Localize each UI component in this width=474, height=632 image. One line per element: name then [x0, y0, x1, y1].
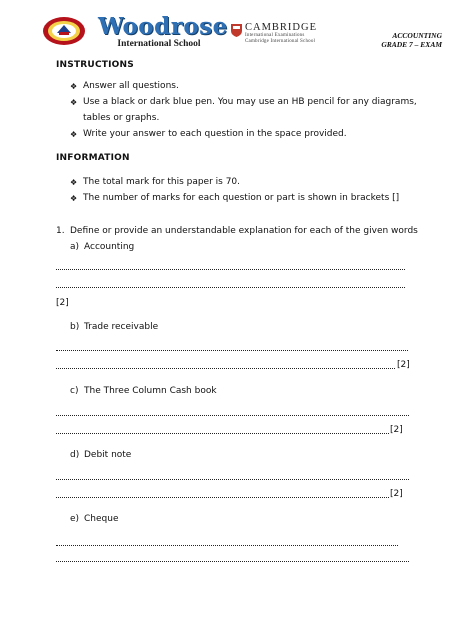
bullet-diamond-icon: ❖	[70, 98, 78, 107]
answer-line[interactable]	[56, 269, 405, 270]
document-header	[0, 0, 474, 56]
subject-title: ACCOUNTING	[392, 31, 442, 40]
instruction-item	[70, 127, 347, 142]
answer-line[interactable]	[56, 433, 389, 434]
marks-label: [2]	[56, 298, 69, 308]
instruction-text-continued: tables or graphs.	[83, 113, 160, 123]
school-logotype	[98, 13, 228, 50]
instruction-item	[70, 79, 179, 94]
instruction-item	[70, 95, 417, 126]
cambridge-logotype	[245, 22, 335, 45]
instruction-text: Answer all questions.	[83, 81, 179, 91]
bullet-diamond-icon: ❖	[70, 82, 78, 91]
part-term: Accounting	[84, 242, 135, 252]
part-term: Cheque	[84, 514, 119, 524]
part-label: b)	[70, 322, 80, 332]
school-name: Woodrose	[98, 13, 228, 40]
answer-line[interactable]	[56, 368, 395, 369]
school-subtitle: International School	[117, 39, 201, 49]
bullet-diamond-icon: ❖	[70, 178, 78, 187]
marks-label: [2]	[390, 425, 403, 435]
answer-line[interactable]	[56, 415, 409, 416]
information-item	[70, 175, 240, 190]
answer-line[interactable]	[56, 561, 409, 562]
information-item	[70, 191, 399, 206]
part-term: Trade receivable	[84, 322, 159, 332]
cambridge-subline-2: Cambridge International School	[245, 39, 316, 44]
answer-line[interactable]	[56, 479, 409, 480]
part-term: Debit note	[84, 450, 132, 460]
information-text: The number of marks for each question or part is shown in brackets []	[83, 193, 400, 203]
part-label: d)	[70, 450, 80, 460]
part-label: a)	[70, 242, 80, 252]
bullet-diamond-icon: ❖	[70, 194, 78, 203]
cambridge-name: CAMBRIDGE	[245, 22, 318, 33]
marks-label: [2]	[390, 489, 403, 499]
question-text: Define or provide an understandable explanation for each of the given words	[70, 226, 418, 236]
instructions-heading: INSTRUCTIONS	[56, 60, 134, 70]
question-number: 1.	[56, 226, 65, 236]
cambridge-shield-icon	[231, 24, 242, 37]
answer-line[interactable]	[56, 545, 398, 546]
subject-block	[381, 31, 442, 49]
cambridge-subline-1: International Examinations	[245, 33, 305, 38]
answer-line[interactable]	[56, 287, 405, 288]
bullet-diamond-icon: ❖	[70, 130, 78, 139]
answer-line[interactable]	[56, 350, 408, 351]
part-term: The Three Column Cash book	[84, 386, 217, 396]
instruction-text: Use a black or dark blue pen. You may use an HB pencil for any diagrams,	[83, 97, 417, 107]
grade-exam-label: GRADE 7 – EXAM	[381, 40, 442, 49]
information-text: The total mark for this paper is 70.	[83, 177, 241, 187]
woodrose-crest-logo	[42, 16, 86, 46]
part-label: c)	[70, 386, 79, 396]
information-heading: INFORMATION	[56, 153, 130, 163]
answer-line[interactable]	[56, 497, 389, 498]
part-label: e)	[70, 514, 80, 524]
marks-label: [2]	[397, 360, 410, 370]
instruction-text: Write your answer to each question in the space provided.	[83, 129, 347, 139]
